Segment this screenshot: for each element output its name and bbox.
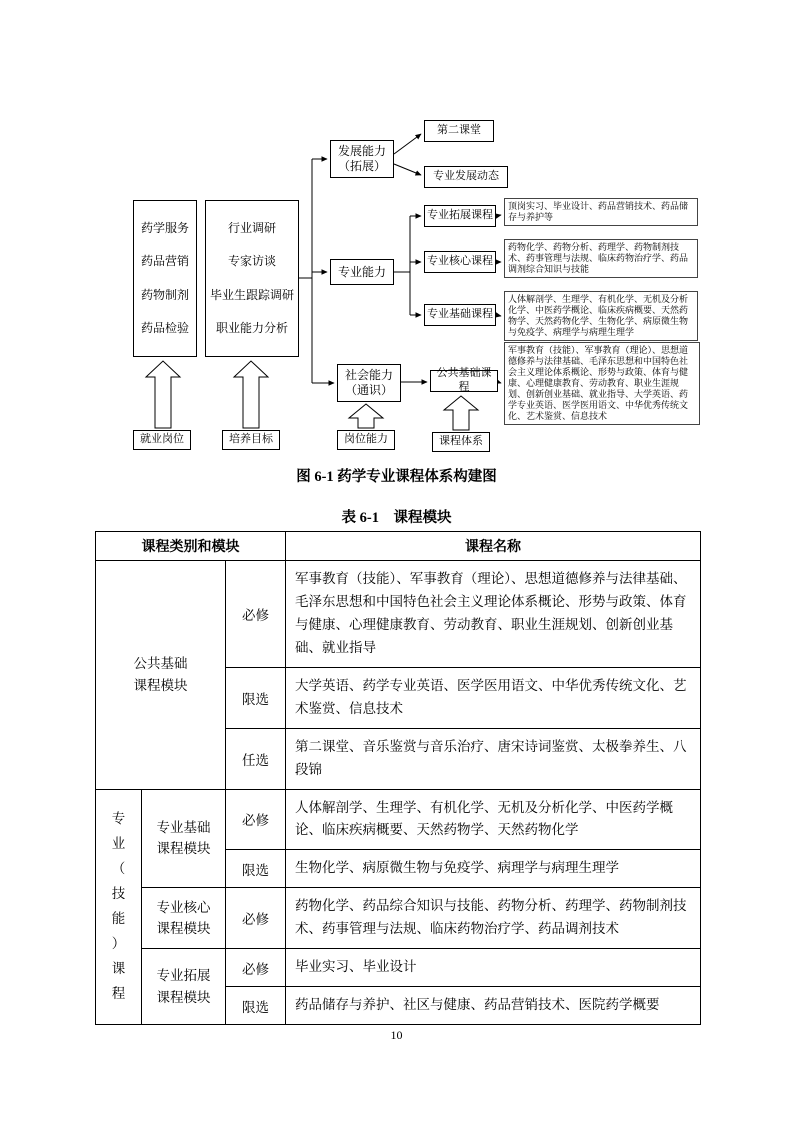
flow-box-social-ability: 社会能力（通识） xyxy=(337,364,401,402)
up-arrow-icon xyxy=(146,361,180,428)
flow-box-basic-courses: 专业基础课程 xyxy=(424,304,496,326)
cell-course-type: 限选 xyxy=(226,667,286,728)
up-arrow-icon xyxy=(234,361,268,428)
flow-box-professional-development: 专业发展动态 xyxy=(424,166,508,188)
flow-text: 药品检验 xyxy=(140,321,189,336)
cell-course-list: 毕业实习、毕业设计 xyxy=(286,949,701,987)
table-row xyxy=(96,949,701,987)
flow-box-public-basic-courses: 公共基础课程 xyxy=(430,370,498,392)
table-row xyxy=(96,561,701,668)
cell-major-group xyxy=(96,789,142,1025)
flow-label-training-goal: 培养目标 xyxy=(222,430,280,450)
course-modules-table xyxy=(95,531,701,1025)
cell-core-module xyxy=(142,888,226,949)
flow-label-course-system: 课程体系 xyxy=(432,432,490,452)
core-module-label: 专业核心课程模块 xyxy=(156,899,211,937)
header-category: 课程类别和模块 xyxy=(96,532,286,561)
flow-label-post-ability: 岗位能力 xyxy=(337,430,395,450)
table-header-row xyxy=(96,532,701,561)
header-course-name: 课程名称 xyxy=(286,532,701,561)
cell-course-type: 任选 xyxy=(226,728,286,789)
cell-course-list: 药物化学、药品综合知识与技能、药物分析、药理学、药物制剂技术、药事管理与法规、临床药物治疗学、药品调剂技术 xyxy=(286,888,701,949)
cell-course-list: 第二课堂、音乐鉴赏与音乐治疗、唐宋诗词鉴赏、太极拳养生、八段锦 xyxy=(286,728,701,789)
table-row xyxy=(96,888,701,949)
flow-box-professional-ability: 专业能力 xyxy=(330,259,394,285)
basic-module-label: 专业基础课程模块 xyxy=(156,819,211,857)
cell-basic-module xyxy=(142,789,226,888)
flow-box-second-classroom: 第二课堂 xyxy=(424,120,494,142)
cell-course-type: 限选 xyxy=(226,850,286,888)
page-number: 10 xyxy=(390,1028,403,1042)
flow-box-core-courses: 专业核心课程 xyxy=(424,251,496,273)
up-arrow-icon xyxy=(444,396,478,430)
cell-course-list: 军事教育（技能）、军事教育（理论）、思想道德修养与法律基础、毛泽东思想和中国特色社会主义理论体系概论、形势与政策、体育与健康、心理健康教育、劳动教育、职业生涯规划、创新创业基础、就业指导 xyxy=(286,561,701,668)
flow-detail-basic: 人体解剖学、生理学、有机化学、无机及分析化学、中医药学概论、临床疾病概要、天然药物学、天然药物化学、生物化学、病原微生物与免疫学、病理学与病理生理学 xyxy=(504,291,698,341)
up-arrow-icon xyxy=(349,404,383,428)
cell-course-type: 必修 xyxy=(226,561,286,668)
cell-course-list: 药品储存与养护、社区与健康、药品营销技术、医院药学概要 xyxy=(286,987,701,1025)
flow-text: 行业调研 xyxy=(227,220,276,235)
cell-course-type: 必修 xyxy=(226,789,286,850)
flow-box-employment-jobs xyxy=(133,200,197,357)
figure-curriculum-flowchart xyxy=(0,110,793,462)
table-caption: 表 6-1 课程模块 xyxy=(341,510,452,526)
flow-text: 专家访谈 xyxy=(227,254,276,269)
expand-module-label: 专业拓展课程模块 xyxy=(156,968,211,1005)
figure-caption: 图 6-1 药学专业课程体系构建图 xyxy=(296,469,497,485)
flow-box-development-ability: 发展能力（拓展） xyxy=(330,140,394,178)
flow-text: 职业能力分析 xyxy=(215,321,288,336)
flow-text: 药品营销 xyxy=(140,254,189,269)
cell-course-type: 必修 xyxy=(226,888,286,949)
public-module-label: 公共基础课程模块 xyxy=(133,656,188,693)
cell-course-list: 生物化学、病原微生物与免疫学、病理学与病理生理学 xyxy=(286,850,701,888)
flow-text: 毕业生跟踪调研 xyxy=(209,287,294,302)
cell-course-type: 必修 xyxy=(226,949,286,987)
cell-course-list: 人体解剖学、生理学、有机化学、无机及分析化学、中医药学概论、临床疾病概要、天然药物学、天然药物化学 xyxy=(286,789,701,850)
flow-text: 药学服务 xyxy=(140,220,189,235)
cell-course-list: 大学英语、药学专业英语、医学医用语文、中华优秀传统文化、艺术鉴赏、信息技术 xyxy=(286,667,701,728)
flow-label-employment-position: 就业岗位 xyxy=(133,430,191,450)
flow-text: 药物制剂 xyxy=(140,287,189,302)
cell-public-module xyxy=(96,561,226,790)
flow-box-expand-courses: 专业拓展课程 xyxy=(424,205,496,227)
major-group-label: 专业（技能）课程 xyxy=(111,810,126,1001)
cell-course-type: 限选 xyxy=(226,987,286,1025)
table-row xyxy=(96,789,701,850)
flow-detail-core: 药物化学、药物分析、药理学、药物制剂技术、药事管理与法规、临床药物治疗学、药品调剂综合知识与技能 xyxy=(504,239,698,278)
flow-box-research-methods xyxy=(205,200,299,357)
cell-expand-module xyxy=(142,949,226,1025)
flow-detail-expand: 顶岗实习、毕业设计、药品营销技术、药品储存与养护等 xyxy=(504,198,698,226)
flow-detail-public: 军事教育（技能）、军事教育（理论）、思想道德修养与法律基础、毛泽东思想和中国特色社会主义理论体系概论、形势与政策、体育与健康、心理健康教育、劳动教育、职业生涯规划、创新创业基础、就业指导、大学英语、药学专业英语、医学医用语文、中华优秀传统文化、艺术鉴赏、信息技术 xyxy=(504,342,700,425)
